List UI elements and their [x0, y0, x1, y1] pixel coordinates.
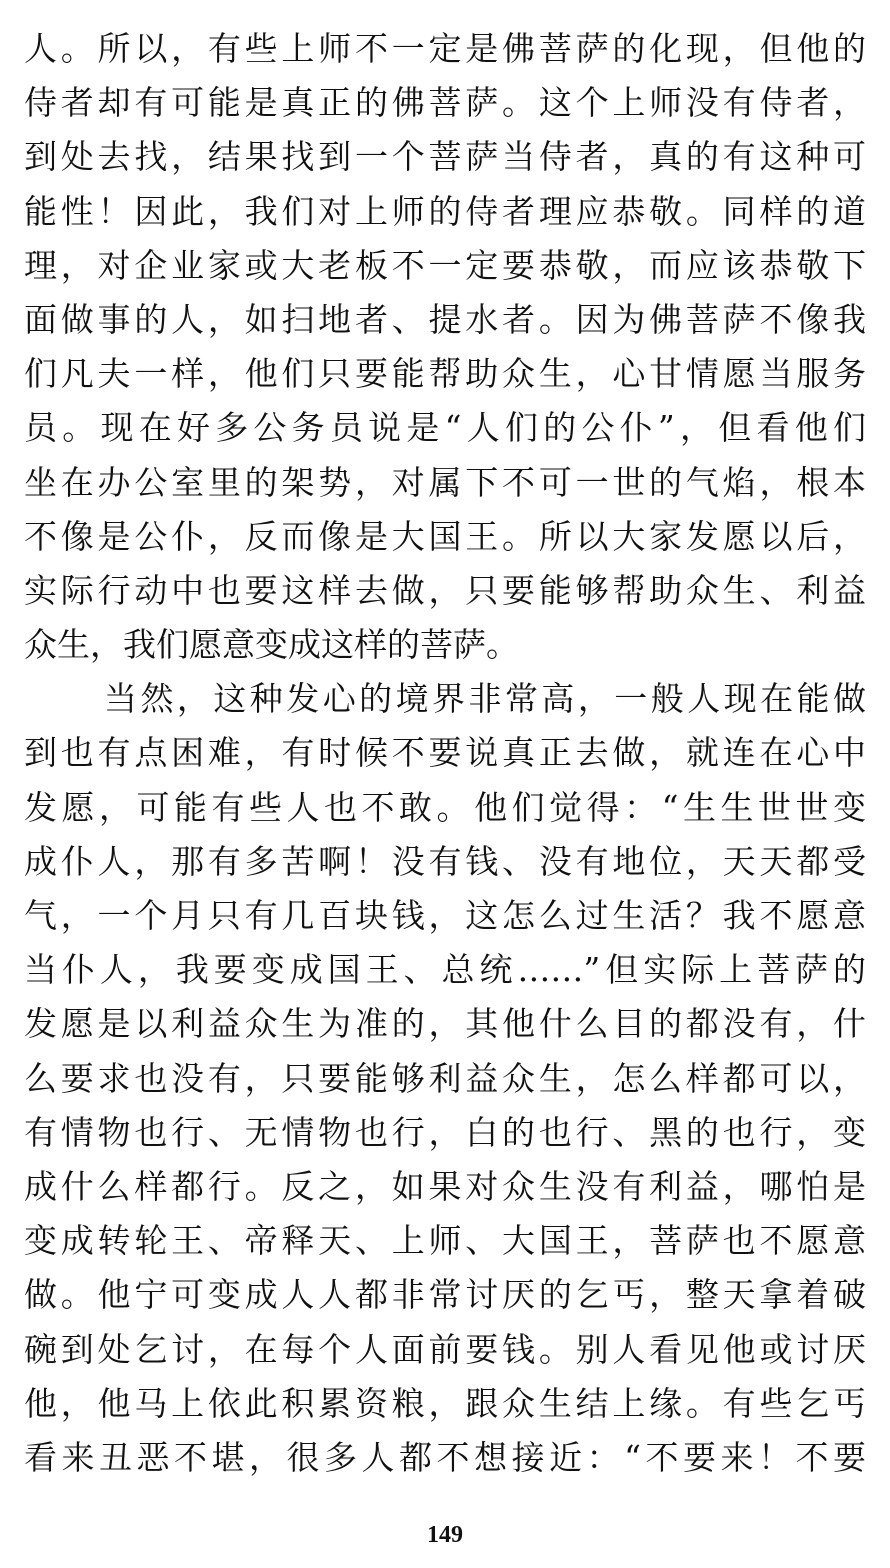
text-line: 员。现在好多公务员说是“人们的公仆”，但看他们	[24, 408, 866, 448]
text-line: 到也有点困难，有时候不要说真正去做，就连在心中	[24, 733, 866, 773]
text-line: 实际行动中也要这样去做，只要能够帮助众生、利益	[24, 570, 866, 610]
text-line: 碗到处乞讨，在每个人面前要钱。别人看见他或讨厌	[24, 1329, 866, 1369]
text-line: 当仆人，我要变成国王、总统……”但实际上菩萨的	[24, 950, 866, 990]
page-number: 149	[427, 1522, 463, 1548]
text-line: 他，他马上依此积累资粮，跟众生结上缘。有些乞丐	[24, 1383, 866, 1423]
text-line-paragraph-end: 众生，我们愿意变成这样的菩萨。	[24, 625, 519, 665]
text-line: 们凡夫一样，他们只要能帮助众生，心甘情愿当服务	[24, 354, 866, 394]
text-line: 不像是公仆，反而像是大国王。所以大家发愿以后，	[24, 516, 866, 556]
text-line: 侍者却有可能是真正的佛菩萨。这个上师没有侍者，	[24, 83, 866, 123]
text-line: 么要求也没有，只要能够利益众生，怎么样都可以，	[24, 1058, 866, 1098]
text-line-paragraph-start: 当然，这种发心的境界非常高，一般人现在能做	[104, 679, 866, 719]
body-text	[24, 22, 866, 1485]
text-line: 发愿，可能有些人也不敢。他们觉得：“生生世世变	[24, 787, 866, 827]
text-line: 理，对企业家或大老板不一定要恭敬，而应该恭敬下	[24, 245, 866, 285]
text-line: 坐在办公室里的架势，对属下不可一世的气焰，根本	[24, 462, 866, 502]
text-line: 成什么样都行。反之，如果对众生没有利益，哪怕是	[24, 1166, 866, 1206]
text-line: 能性！因此，我们对上师的侍者理应恭敬。同样的道	[24, 191, 866, 231]
text-line: 有情物也行、无情物也行，白的也行、黑的也行，变	[24, 1112, 866, 1152]
text-line: 变成转轮王、帝释天、上师、大国王，菩萨也不愿意	[24, 1221, 866, 1261]
text-line: 气，一个月只有几百块钱，这怎么过生活？我不愿意	[24, 896, 866, 935]
text-line: 看来丑恶不堪，很多人都不想接近：“不要来！不要	[24, 1437, 866, 1477]
text-line: 人。所以，有些上师不一定是佛菩萨的化现，但他的	[24, 29, 866, 68]
text-line: 到处去找，结果找到一个菩萨当侍者，真的有这种可	[24, 137, 866, 177]
text-line: 发愿是以利益众生为准的，其他什么目的都没有，什	[24, 1004, 866, 1044]
text-line: 成仆人，那有多苦啊！没有钱、没有地位，天天都受	[24, 841, 866, 881]
text-line: 面做事的人，如扫地者、提水者。因为佛菩萨不像我	[24, 299, 866, 339]
text-line: 做。他宁可变成人人都非常讨厌的乞丐，整天拿着破	[24, 1275, 866, 1315]
